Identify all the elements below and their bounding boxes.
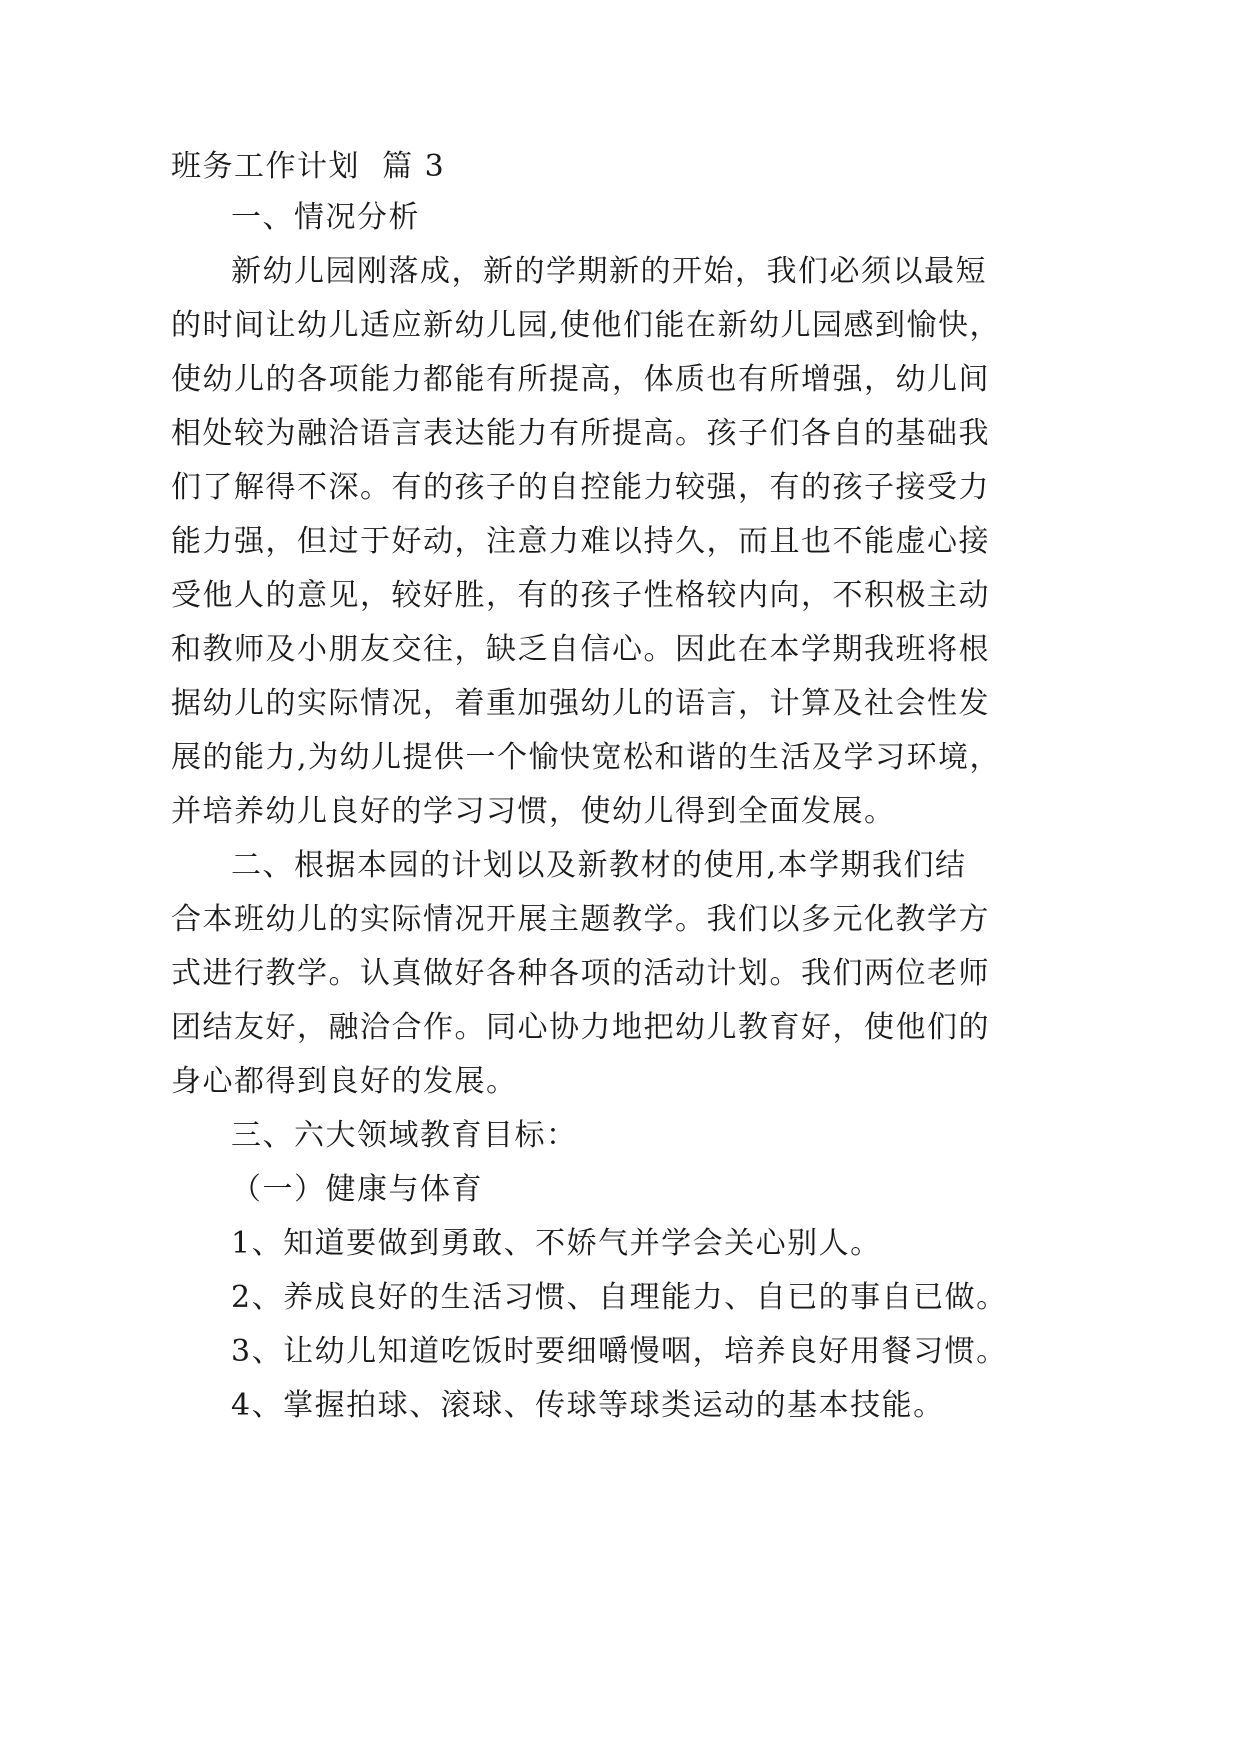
goal-item: 3、让幼儿知道吃饭时要细嚼慢咽，培养良好用餐习惯。: [231, 1334, 1008, 1369]
paragraph-line: 式进行教学。认真做好各种各项的活动计划。我们两位老师: [171, 956, 990, 991]
paragraph-line: 相处较为融洽语言表达能力有所提高。孩子们各自的基础我: [171, 416, 990, 451]
paragraph-line: 新幼儿园刚落成，新的学期新的开始，我们必须以最短: [231, 254, 987, 289]
subsection-heading-1: （一）健康与体育: [231, 1172, 483, 1207]
paragraph-line: 据幼儿的实际情况，着重加强幼儿的语言，计算及社会性发: [171, 686, 990, 721]
goal-item: 4、掌握拍球、滚球、传球等球类运动的基本技能。: [231, 1388, 945, 1423]
paragraph-line: 并培养幼儿良好的学习习惯，使幼儿得到全面发展。: [171, 794, 896, 829]
paragraph-line: 使幼儿的各项能力都能有所提高，体质也有所增强，幼儿间: [171, 362, 990, 397]
paragraph-line: 身心都得到良好的发展。: [171, 1064, 518, 1099]
paragraph-line: 能力强，但过于好动，注意力难以持久，而且也不能虚心接: [171, 524, 990, 559]
paragraph-line: 的时间让幼儿适应新幼儿园,使他们能在新幼儿园感到愉快，: [171, 308, 1002, 343]
goal-item: 2、养成良好的生活习惯、自理能力、自已的事自已做。: [231, 1280, 1008, 1315]
paragraph-line: 和教师及小朋友交往，缺乏自信心。因此在本学期我班将根: [171, 632, 990, 667]
section-heading-1: 一、情况分析: [231, 200, 420, 235]
paragraph-line: 们了解得不深。有的孩子的自控能力较强，有的孩子接受力: [171, 470, 990, 505]
paragraph-line: 受他人的意见，较好胜，有的孩子性格较内向，不积极主动: [171, 578, 990, 613]
paragraph-line: 二、根据本园的计划以及新教材的使用,本学期我们结: [231, 848, 967, 883]
paragraph-line: 合本班幼儿的实际情况开展主题教学。我们以多元化教学方: [171, 902, 990, 937]
paragraph-line: 团结友好，融洽合作。同心协力地把幼儿教育好，使他们的: [171, 1010, 990, 1045]
goal-item: 1、知道要做到勇敢、不娇气并学会关心别人。: [231, 1226, 882, 1261]
document-title: 班务工作计划 篇 3: [171, 149, 446, 184]
section-heading-3: 三、六大领域教育目标：: [231, 1118, 578, 1153]
paragraph-line: 展的能力,为幼儿提供一个愉快宽松和谐的生活及学习环境，: [171, 740, 1002, 775]
